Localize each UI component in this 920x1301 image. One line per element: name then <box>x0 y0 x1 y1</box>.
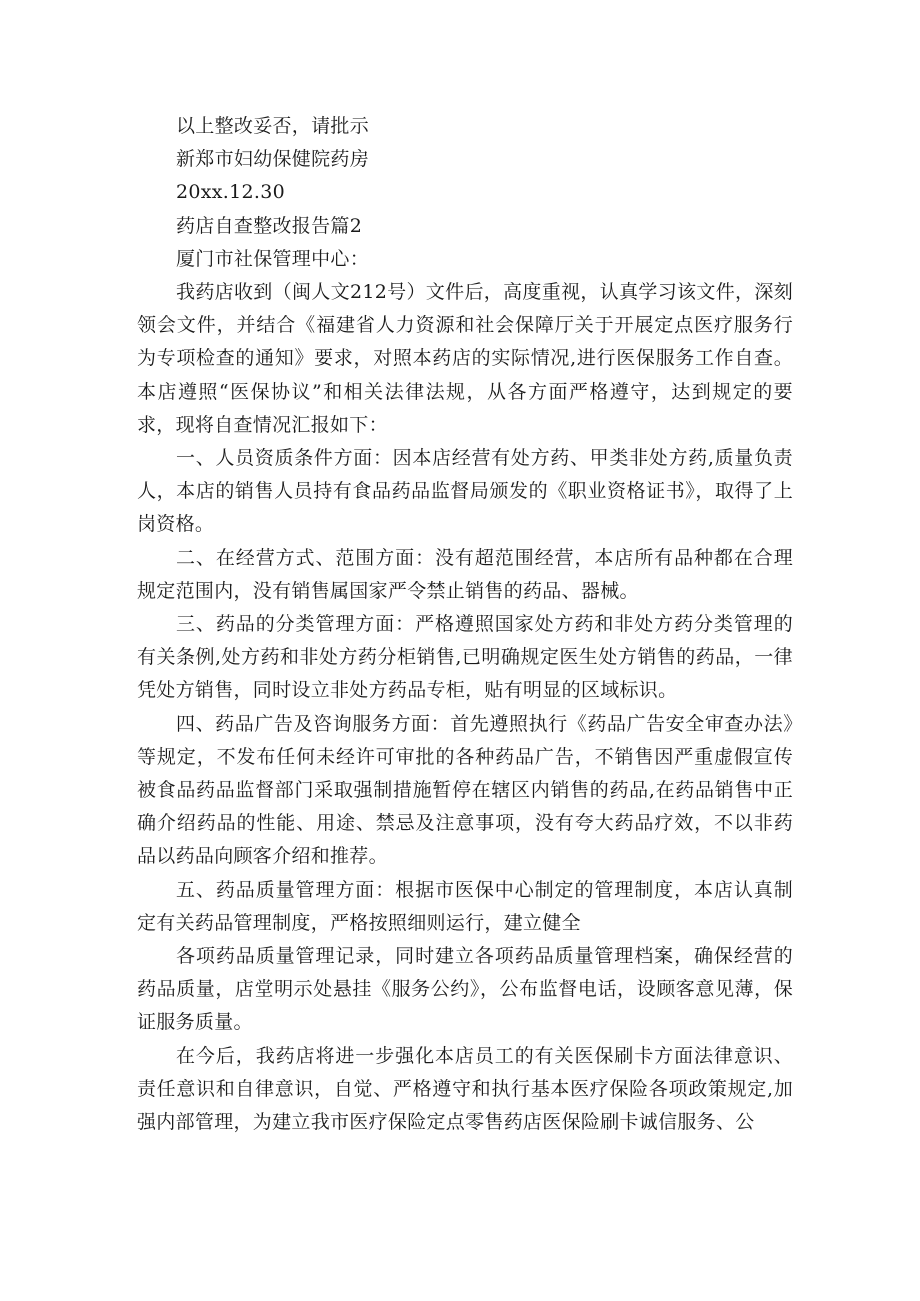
paragraph-advertising: 四、药品广告及咨询服务方面：首先遵照执行《药品广告安全审查办法》等规定，不发布任何未经许可审批的各种药品广告，不销售因严重虚假宣传被食品药品监督部门采取强制措施暂停在辖区内销售的药品,在药品销售中正确介绍药品的性能、用途、禁忌及注意事项，没有夸大药品疗效，不以非药品以药品向顾客介绍和推荐。 <box>137 712 793 868</box>
document-body <box>137 110 793 1139</box>
paragraph-business-scope: 二、在经营方式、范围方面：没有超范围经营，本店所有品种都在合理规定范围内，没有销售属国家严令禁止销售的药品、器械。 <box>137 546 793 602</box>
paragraph-intro: 我药店收到（闽人文212号）文件后，高度重视，认真学习该文件，深刻领会文件，并结合《福建省人力资源和社会保障厅关于开展定点医疗服务行为专项检查的通知》要求，对照本药店的实际情况,进行医保服务工作自查。本店遵照“医保协议”和相关法律法规，从各方面严格遵守，达到规定的要求，现将自查情况汇报如下： <box>137 281 793 436</box>
signature-organization: 新郑市妇幼保健院药房 <box>176 148 370 171</box>
approval-request-line: 以上整改妥否，请批示 <box>176 115 370 137</box>
addressee: 厦门市社保管理中心： <box>176 247 370 270</box>
section-title: 药店自查整改报告篇2 <box>176 214 363 237</box>
paragraph-future: 在今后，我药店将进一步强化本店员工的有关医保刷卡方面法律意识、责任意识和自律意识，自觉、严格遵守和执行基本医疗保险各项政策规定,加强内部管理，为建立我市医疗保险定点零售药店医保险刷卡诚信服务、公 <box>137 1044 793 1134</box>
paragraph-classification: 三、药品的分类管理方面：严格遵照国家处方药和非处方药分类管理的有关条例,处方药和非处方药分柜销售,已明确规定医生处方销售的药品，一律凭处方销售，同时设立非处方药品专柜，贴有明显的区域标识。 <box>137 613 793 702</box>
paragraph-quality-records: 各项药品质量管理记录，同时建立各项药品质量管理档案，确保经营的药品质量，店堂明示处悬挂《服务公约》，公布监督电话，设顾客意见薄，保证服务质量。 <box>137 945 793 1034</box>
paragraph-personnel: 一、人员资质条件方面：因本店经营有处方药、甲类非处方药,质量负责人，本店的销售人员持有食品药品监督局颁发的《职业资格证书》，取得了上岗资格。 <box>137 447 793 536</box>
paragraph-quality-management: 五、药品质量管理方面：根据市医保中心制定的管理制度，本店认真制定有关药品管理制度，严格按照细则运行，建立健全 <box>137 878 793 934</box>
signature-date: 20xx.12.30 <box>176 181 286 204</box>
